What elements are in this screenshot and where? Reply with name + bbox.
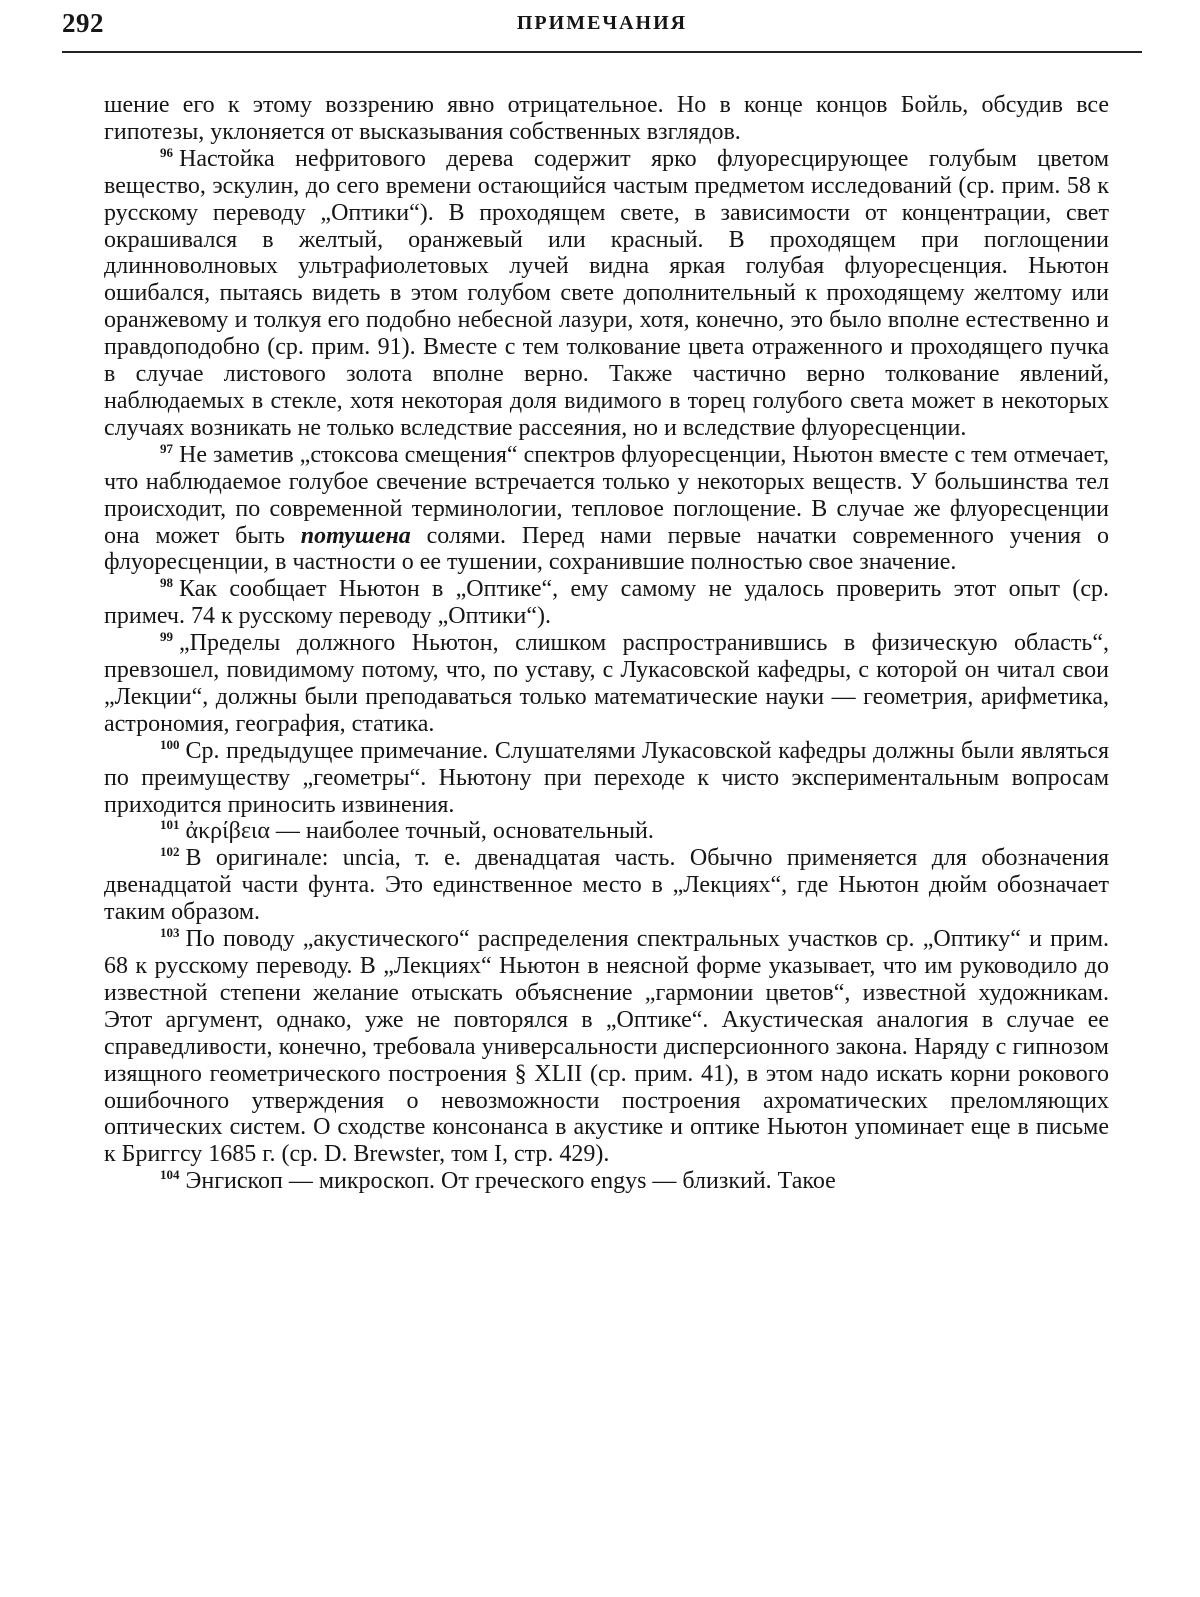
header-rule [62, 51, 1142, 53]
note-number: 104 [160, 1167, 180, 1183]
note-102 [104, 845, 1109, 926]
notes-text [104, 92, 1109, 1195]
section-title: ПРИМЕЧАНИЯ [516, 12, 688, 34]
note-100 [104, 738, 1109, 819]
paragraph-text: шение его к этому воззрению явно отрицательное. Но в конце концов Бойль, обсудив все гипотезы, уклоняется от высказывания собственных взглядов. [104, 92, 1109, 145]
note-text: В оригинале: uncia, т. е. двенадцатая часть. Обычно применяется для обозначения двенадцатой части фунта. Это единственное место в „Лекциях“, где Ньютон дюйм обозначает таким образом. [104, 845, 1109, 926]
note-number: 100 [160, 736, 180, 752]
note-number: 99 [160, 629, 173, 645]
note-text: Настойка нефритового дерева содержит ярко флуоресцирующее голубым цветом вещество, эскулин, до сего времени остающийся частым предметом исследований (ср. прим. 58 к русскому переводу „Оптики“). В проходящем свете, в зависимости от концентрации, свет окрашивался в желтый, оранжевый или красный. В проходящем при поглощении длинноволновых ультрафиолетовых лучей видна яркая голубая флуоресценция. Ньютон ошибался, пытаясь видеть в этом голубом свете дополнительный к проходящему желтому или оранжевому и толкуя его подобно небесной лазури, хотя, конечно, это было вполне естественно и правдоподобно (ср. прим. 91). Вместе с тем толкование цвета отраженного и проходящего пучка в случае листового золота вполне верно. Также частично верно толкование явлений, наблюдаемых в стекле, хотя некоторая доля видимого в торец голубого света может в некоторых случаях возникать не только вследствие рассеяния, но и вследствие флуоресценции. [104, 145, 1109, 441]
note-number: 102 [160, 844, 180, 860]
note-number: 103 [160, 925, 180, 941]
note-98 [104, 576, 1109, 630]
note-104 [104, 1168, 1109, 1195]
note-text: „Пределы должного Ньютон, слишком распространившись в физическую область“, превзошел, повидимому потому, что, по уставу, с Лукасовской кафедры, с которой он читал свои „Лекции“, должны были преподаваться только математические науки — геометрия, арифметика, астрономия, география, статика. [104, 630, 1109, 737]
note-number: 101 [160, 817, 180, 833]
note-number: 98 [160, 575, 173, 591]
note-101 [104, 818, 1109, 845]
note-text: Как сообщает Ньютон в „Оптике“, ему самому не удалось проверить этот опыт (ср. примеч. 74 к русскому переводу „Оптики“). [104, 576, 1109, 630]
note-text: По поводу „акустического“ распределения спектральных участков ср. „Оптику“ и прим. 68 к русскому переводу. В „Лекциях“ Ньютон в неясной форме указывает, что им руководило до известной степени желание отыскать объяснение „гармонии цветов“, известной художникам. Этот аргумент, однако, уже не повторялся в „Оптике“. Акустическая аналогия в случае ее справедливости, конечно, требовала универсальности дисперсионного закона. Наряду с гипнозом изящного геометрического построения § XLII (ср. прим. 41), в этом надо искать корни рокового ошибочного утверждения о невозможности построения ахроматических преломляющих оптических систем. О сходстве консонанса в акустике и оптике Ньютон упоминает еще в письме к Бриггсу 1685 г. (ср. D. Brewster, том I, стр. 429). [104, 926, 1109, 1168]
note-103 [104, 926, 1109, 1168]
note-text: Энгископ — микроскоп. От греческого engys — близкий. Такое [185, 1168, 836, 1195]
note-text: ἀκρίβεια — наиболее точный, основательный. [185, 818, 654, 845]
page-number: 292 [62, 8, 104, 38]
note-text-continued: солями. Перед нами первые начатки современного учения о флуоресценции, в частности о ее тушении, сохранившие полностью свое значение. [104, 522, 1109, 576]
note-96 [104, 146, 1109, 442]
running-head [62, 8, 1142, 48]
note-text: Ср. предыдущее примечание. Слушателями Лукасовской кафедры должны были являться по преимуществу „геометры“. Ньютону при переходе к чисто экспериментальным вопросам приходится приносить извинения. [104, 737, 1109, 818]
emphasized-word: потушена [300, 522, 411, 549]
continued-paragraph [104, 92, 1109, 146]
note-number: 96 [160, 144, 173, 160]
note-97 [104, 442, 1109, 577]
note-99 [104, 630, 1109, 738]
note-number: 97 [160, 440, 173, 456]
note-text: Не заметив „стоксова смещения“ спектров флуоресценции, Ньютон вместе с тем отмечает, что наблюдаемое голубое свечение встречается только у некоторых веществ. У большинства тел происходит, по современной терминологии, тепловое поглощение. В случае же флуоресценции она может быть [104, 441, 1109, 549]
